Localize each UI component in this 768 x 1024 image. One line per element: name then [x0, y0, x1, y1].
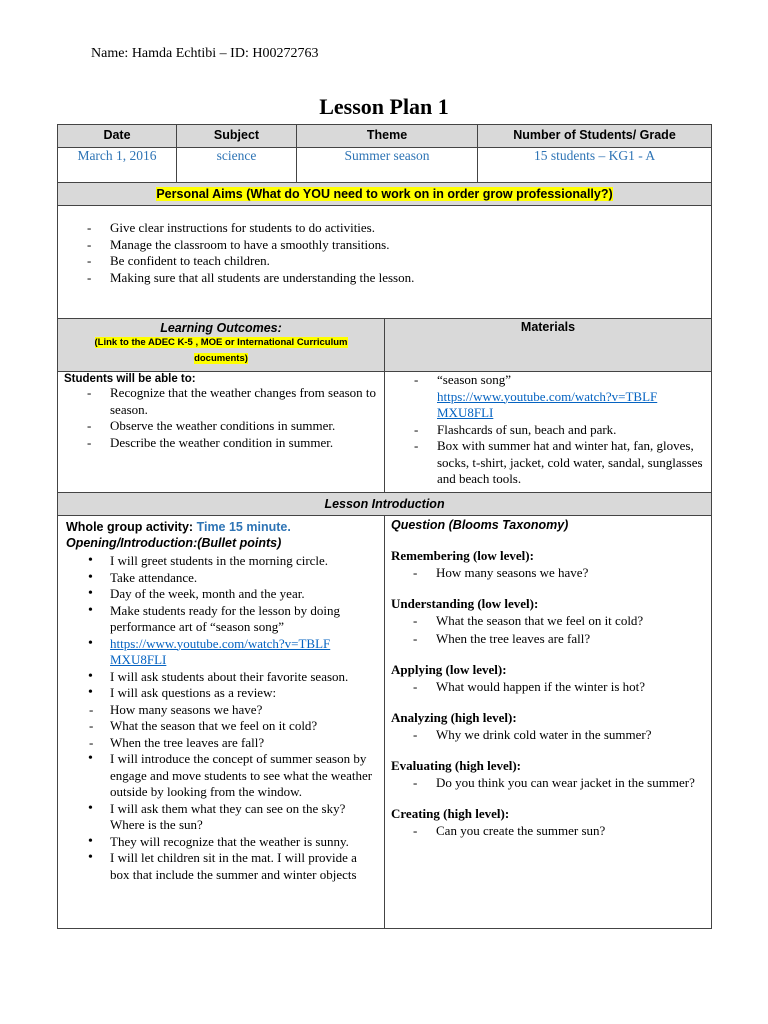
date-header: Date	[58, 125, 177, 148]
list-item: - Flashcards of sun, beach and park.	[385, 422, 705, 439]
personal-aims-heading-cell	[58, 183, 712, 206]
list-item: • Take attendance.	[58, 570, 384, 587]
question-level-evaluating: Evaluating (high level):	[391, 758, 522, 773]
learning-outcomes-list	[58, 385, 384, 451]
list-item: - Manage the classroom to have a smoothly transitions.	[58, 237, 711, 254]
list-item: - Be confident to teach children.	[58, 253, 711, 270]
list-item: • I will greet students in the morning circle.	[58, 553, 384, 570]
question-item: - Do you think you can wear jacket in the summer?	[385, 774, 711, 792]
materials-heading-cell	[385, 319, 712, 372]
list-item: - Making sure that all students are understanding the lesson.	[58, 270, 711, 287]
materials-list	[385, 372, 711, 488]
question-level-applying: Applying (low level):	[391, 662, 507, 677]
personal-aims-heading: Personal Aims (What do YOU need to work on in order grow professionally?)	[156, 187, 613, 201]
season-song-link[interactable]: https://www.youtube.com/watch?v=TBLF MXU8FLI	[110, 635, 331, 667]
question-level-understanding: Understanding (low level):	[391, 596, 539, 611]
date-value: March 1, 2016	[58, 148, 177, 183]
materials-heading: Materials	[520, 320, 576, 334]
materials-cell	[385, 372, 712, 493]
list-item	[385, 372, 705, 422]
whole-group-activity-label: Whole group activity:	[66, 520, 197, 534]
activity-time: Time 15 minute.	[196, 520, 291, 534]
lesson-intro-heading: Lesson Introduction	[58, 493, 712, 516]
questions-cell	[385, 516, 712, 929]
list-item	[58, 636, 384, 669]
list-item: • They will recognize that the weather is sunny.	[58, 834, 384, 851]
list-item: • I will ask questions as a review:	[58, 685, 384, 702]
list-item: • I will introduce the concept of summer season by engage and move students to see what the weather outside by looking from the window.	[58, 751, 384, 801]
question-level-creating: Creating (high level):	[391, 806, 510, 821]
personal-aims-list	[58, 220, 711, 286]
list-item: - Box with summer hat and winter hat, fan, gloves, socks, t-shirt, jacket, cold water, sandal, sunglasses and beach tools.	[385, 438, 705, 488]
question-level-analyzing: Analyzing (high level):	[391, 710, 517, 725]
learning-outcomes-heading: Learning Outcomes:	[160, 321, 282, 335]
list-item: - Describe the weather condition in summer.	[58, 435, 384, 452]
season-song-title: “season song”	[437, 372, 512, 387]
lesson-plan-table	[57, 124, 712, 929]
season-song-link[interactable]: https://www.youtube.com/watch?v=TBLF MXU8FLI	[437, 388, 658, 420]
question-item: - What the season that we feel on it cold?	[385, 612, 711, 630]
personal-aims-cell	[58, 206, 712, 319]
whole-group-activity-cell	[58, 516, 385, 929]
page-title: Lesson Plan 1	[319, 94, 449, 119]
list-item: - Give clear instructions for students to do activities.	[58, 220, 711, 237]
list-item: • Day of the week, month and the year.	[58, 586, 384, 603]
question-item: - What would happen if the winter is hot?	[385, 678, 711, 696]
list-item: • I will let children sit in the mat. I will provide a box that include the summer and winter objects	[58, 850, 384, 883]
list-item: - How many seasons we have?	[58, 702, 384, 719]
question-item: - How many seasons we have?	[385, 564, 711, 582]
questions-heading: Question (Blooms Taxonomy)	[391, 518, 569, 532]
student-name-id: Name: Hamda Echtibi – ID: H00272763	[91, 46, 319, 61]
list-item: - What the season that we feel on it cold?	[58, 718, 384, 735]
theme-value: Summer season	[297, 148, 478, 183]
students-grade-header: Number of Students/ Grade	[478, 125, 712, 148]
list-item: - Recognize that the weather changes from season to season.	[58, 385, 384, 418]
question-item: - When the tree leaves are fall?	[385, 630, 711, 648]
opening-introduction-label: Opening/Introduction:(Bullet points)	[66, 536, 282, 550]
students-grade-value: 15 students – KG1 - A	[478, 148, 712, 183]
list-item: • I will ask them what they can see on the sky? Where is the sun?	[58, 801, 384, 834]
students-will-be-able-to: Students will be able to:	[64, 373, 196, 385]
opening-activities-list	[58, 553, 384, 883]
list-item: - When the tree leaves are fall?	[58, 735, 384, 752]
question-level-remembering: Remembering (low level):	[391, 548, 534, 563]
list-item: • Make students ready for the lesson by doing performance art of “season song”	[58, 603, 384, 636]
list-item: - Observe the weather conditions in summer.	[58, 418, 384, 435]
subject-value: science	[177, 148, 297, 183]
info-value-row	[58, 148, 712, 183]
subject-header: Subject	[177, 125, 297, 148]
curriculum-link-note: (Link to the ADEC K-5 , MOE or International Curriculum documents)	[94, 337, 348, 364]
question-item: - Why we drink cold water in the summer?	[385, 726, 711, 744]
list-item: • I will ask students about their favorite season.	[58, 669, 384, 686]
question-item: - Can you create the summer sun?	[385, 822, 711, 840]
learning-outcomes-heading-cell	[58, 319, 385, 372]
learning-outcomes-cell	[58, 372, 385, 493]
info-header-row	[58, 125, 712, 148]
theme-header: Theme	[297, 125, 478, 148]
